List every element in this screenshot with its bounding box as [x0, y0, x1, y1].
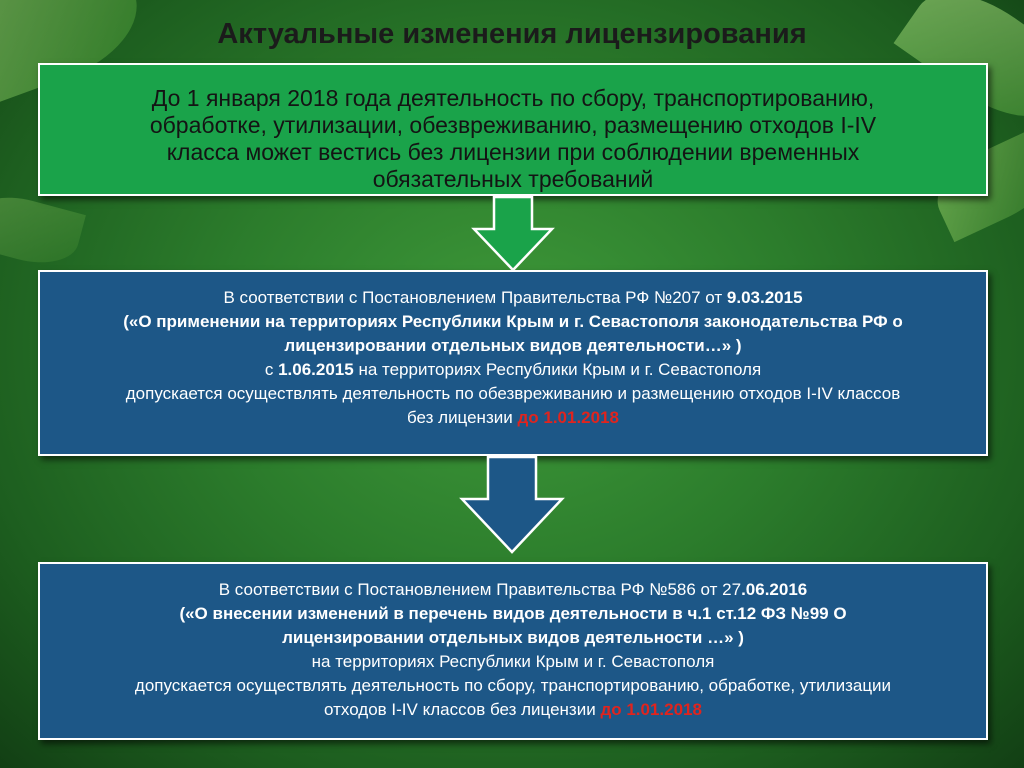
box2-line-6	[60, 406, 966, 430]
box-decree-586	[38, 562, 988, 740]
arrow-down-2-icon	[458, 455, 566, 555]
box1-line: обязательных требований	[372, 166, 654, 192]
box2-line4-rest: на территориях Республики Крым и г. Севастополя	[353, 360, 762, 379]
slide-title: Актуальные изменения лицензирования	[217, 18, 807, 50]
box3-deadline: до 1.01.2018	[600, 700, 702, 719]
box2-line-1	[60, 286, 966, 310]
box2-line-2: («О применении на территориях Республики Крым и г. Севастополя законодательства РФ о	[123, 312, 903, 331]
box1-line: обработке, утилизации, обезвреживанию, размещению отходов I-IV	[149, 112, 877, 138]
box3-line-4: на территориях Республики Крым и г. Севастополя	[311, 652, 715, 671]
arrow-down-1-icon	[470, 195, 556, 273]
box-before-2018	[38, 63, 988, 196]
leaf-decoration	[0, 187, 86, 273]
box3-line-1	[60, 578, 966, 602]
box2-line-3: лицензировании отдельных видов деятельности…» )	[284, 336, 742, 355]
box3-decree-date: .06.2016	[741, 580, 808, 599]
box2-start-date: 1.06.2015	[278, 360, 354, 379]
box-decree-207	[38, 270, 988, 456]
box3-line-6	[60, 698, 966, 722]
box2-line-5: допускается осуществлять деятельность по обезвреживанию и размещению отходов I-IV классов	[125, 384, 901, 403]
box3-line6-prefix: отходов I-IV классов без лицензии	[324, 700, 601, 719]
box2-line-4	[60, 358, 966, 382]
box3-line-2: («О внесении изменений в перечень видов деятельности в ч.1 ст.12 ФЗ №99 О	[179, 604, 847, 623]
box2-decree-date: 9.03.2015	[726, 288, 803, 307]
box2-line4-prefix: с	[264, 360, 279, 379]
box1-line: класса может вестись без лицензии при соблюдении временных	[166, 139, 860, 165]
box3-line1-prefix: В соответствии с Постановлением Правительства РФ №586 от 27	[218, 580, 742, 599]
box2-line1-prefix: В соответствии с Постановлением Правительства РФ №207 от	[223, 288, 727, 307]
box1-line: До 1 января 2018 года деятельность по сбору, транспортированию,	[151, 85, 875, 111]
box3-line-3: лицензировании отдельных видов деятельности …» )	[282, 628, 744, 647]
box3-line-5: допускается осуществлять деятельность по сбору, транспортированию, обработке, утилизации	[134, 676, 892, 695]
box2-deadline: до 1.01.2018	[517, 408, 619, 427]
box2-line6-prefix: без лицензии	[407, 408, 518, 427]
